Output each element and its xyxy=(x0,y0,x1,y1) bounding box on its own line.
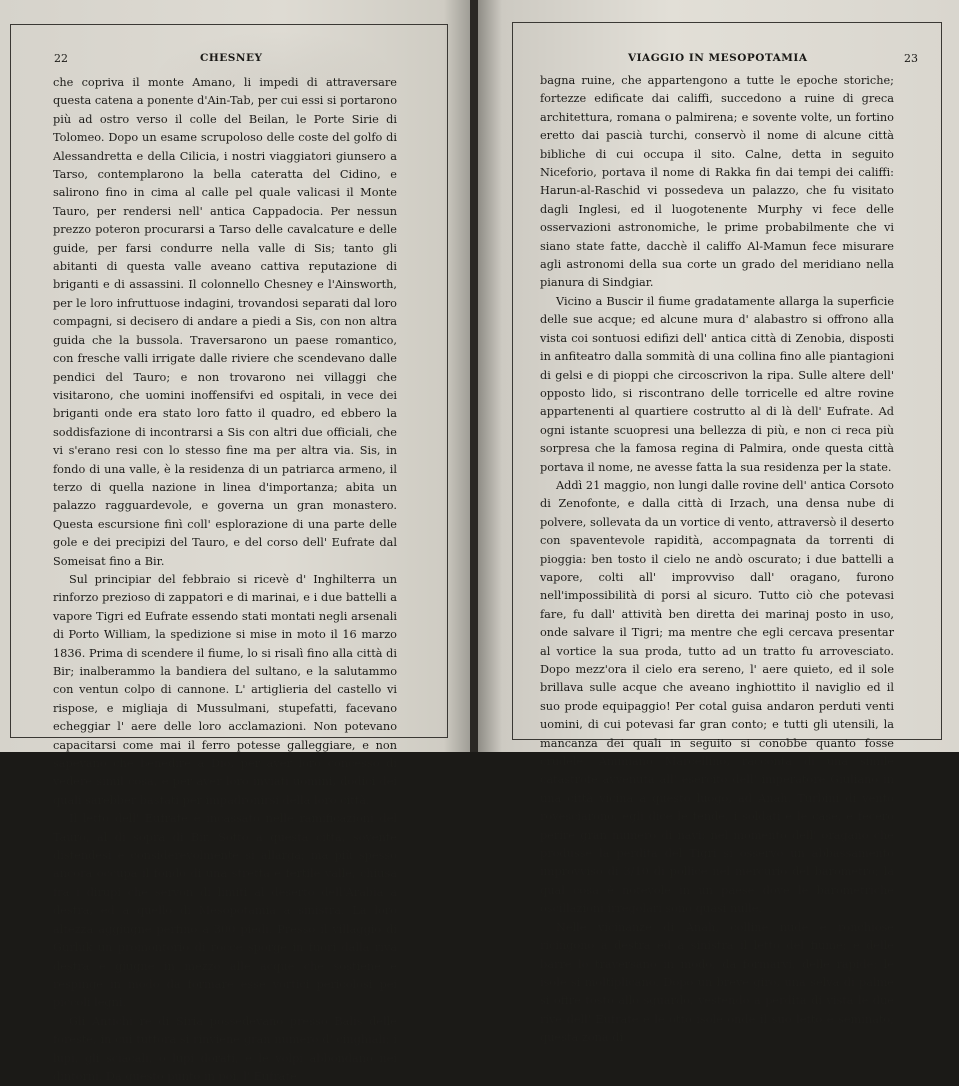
left-page-body xyxy=(53,74,397,1086)
right-paragraph-3: Addì 21 maggio, non lungi dalle rovine dell' antica Corsoto di Zenofonte, e dalla città di Irzach, una densa nube di polvere, sollevata da un vortice di vento, attraversò il deserto con spaventevole rapidità, accompagnata da torrenti di pioggia: ben tosto il cielo ne andò oscurato; i due battelli a vapore, colti all' improvviso dall' oragano, furono nell'impossibilità di porsi al sicuro. Tutto ciò che potevasi fare, fu dall' attività ben diretta dei marinaj posto in uso, onde salvare il Tigri; ma mentre che egli cercava presentar al vortice la sua proda, tutto ad un tratto fu arrovesciato. Dopo mezz'ora il cielo era sereno, l' aere quieto, ed il sole brillava sulle acque che aveano inghiottito il naviglio ed il suo prode equipaggio! Per cotal guisa andaron perduti venti uomini, di cui potevasi far gran conto; e tutti gli utensili, la mancanza dei quali in seguito si conobbe quanto fosse crudele. Ammiano Marcellino, racconta di una simile catastrofe avvenuta all' esercito dell' imperatore Giuliano in una città vicina a questo luogo, ad Anah. Turbini di vento rovesciarono, egli dice le tende, i soldati e le case, e fecero perire gran numero di navi: nel momento dell' oragano che produsse la perdita del Tigri si osservò un abbassamento improvviso di 3/10 di pollice nel mercurio del barometro; la qual cosa è notevole in un paese dove le barometriche oscillazioni irregolari sono quasi nulle. xyxy=(540,478,894,916)
right-paragraph-4: Nelle vicinanze di Anah, colline nude e ronchiose ricingono a destra ed a sinistra il letto del fiume; e delle barre lo traversano in modo, da formarvi, delle rapide; le isole si moltiplicano. Dopo un breve giro, una selva di palme si offre tosto allo sguardo, vestendo a perdita di vista le due rive dell' Eufrate e le otto isole onde il suo letto è seminato; questa zona di xyxy=(540,920,894,1045)
right-running-head: VIAGGIO IN MESOPOTAMIA xyxy=(628,52,808,64)
left-running-head: CHESNEY xyxy=(200,52,263,64)
right-paragraph-1: bagna ruine, che appartengono a tutte le epoche storiche; fortezze edificate dai califfi, succedono a ruine di greca architettura, romana o palmirena; e sovente volte, un fortino eretto dai pascià turchi, conservò il nome di alcune città bibliche di cui occupa il sito. Calne, detta in seguito Niceforio, portava il nome di Rakka fin dai tempi dei califfi: Harun-al-Raschid vi possedeva un palazzo, che fu visitato dagli Inglesi, ed il luogotenente Murphy vi fece delle osservazioni astronomiche, le prime probabilmente che vi siano state fatte, dacchè il califfo Al-Mamun fece misurare agli astronomi della sua corte un grado del meridiano nella pianura di Sindgiar. xyxy=(540,74,894,290)
right-paragraph-2: Vicino a Buscir il fiume gradatamente allarga la superficie delle sue acque; ed alcune mura d' alabastro si offrono alla vista coi sontuosi edifizi dell' antica città di Zenobia, disposti in anfiteatro dalla sommità di una collina fino alle piantagioni di gelsi e di pioppi che circoscrivon la ripa. Sulle altere dell' opposto lido, si riscontrano delle torricelle ed altre rovine appartenenti al quartiere costrutto al di là dell' Eufrate. Ad ogni istante scuopresi una bellezza di più, e non ci reca più sorpresa che la famosa regina di Palmira, onde questa città portava il nome, ne avesse fatta la sua residenza per la state. xyxy=(540,294,894,474)
right-page-body xyxy=(540,72,894,1048)
left-paragraph-3: Il letto dell' Eufrate è incassato nelle ramificazioni del Tauro, al di sopra di Bir. Sotto a questa città, sovente distendesi e considerevolmente si allarga; ma più spesso ancora occupa il fondo di una stretta e fertile valle, chiusa fra i dirupi che servon di limiti al deserto dell'Arabia a destra, ed a quello di Mesopotamia a sinistra. La loro altezza aggiugne perfino a 300 piedi. Presso il villaggio di Gurluk un promontorio di rocce sporge in fuori dalla riva destra e giugne in mezzo alle acque che sostiene e respinge in modo da formare esse vortici pericolosi pei piccoli legni. xyxy=(53,812,397,1010)
left-paragraph-4: Gli Antichi re di Siria possedevano presso Balis delle foreste, in cui tuttora si rinviene gran numero d' cinghiali; i lupi, gli sciacali, o lupi dorati, e le volpi abbondano nei dintorni. Da questo punto in poi, l' Eufrate xyxy=(53,1014,397,1083)
right-page xyxy=(478,0,959,1045)
left-page xyxy=(0,0,472,1083)
left-page-number: 22 xyxy=(54,52,68,65)
left-paragraph-2: Sul principiar del febbraio si ricevè d' Inghilterra un rinforzo prezioso di zappatori e di marinai, e i due battelli a vapore Tigri ed Eufrate essendo stati montati negli arsenali di Porto William, la spedizione si mise in moto il 16 marzo 1836. Prima di scendere il fiume, lo si risalì fino alla città di Bir; inalberammo la bandiera del sultano, e la salutammo con ventun colpo di cannone. L' artiglieria del castello vi rispose, e migliaja di Mussulmani, stupefatti, facevano echeggiar l' aere delle loro acclamazioni. Non potevano capacitarsi come mai il ferro potesse galleggiare, e non sapevano che benedire a Dio, per aver loro concesso di vedere simil cosa, e per aver loro inviati uomini, dodici dei quali sarebber bastati per impadronirsi della loro città. xyxy=(53,572,397,807)
left-paragraph-1: che copriva il monte Amano, li impedi di attraversare questa catena a ponente d'Ain-Tab, per cui essi si portarono più ad ostro verso il colle del Beilan, le Porte Sirie di Tolomeo. Dopo un esame scrupoloso delle coste del golfo di Alessandretta e della Cilicia, i nostri viaggiatori giunsero a Tarso, contemplarono la bella cateratta del Cidino, e salirono fino in cima al calle pel quale valicasi il Monte Tauro, per rendersi nell' antica Cappadocia. Per nessun prezzo poteron procurarsi a Tarso delle cavalcature e delle guide, per farsi condurre nella valle di Sis; tanto gli abitanti di questa valle aveano cattiva reputazione di briganti e di assassini. Il colonnello Chesney e l'Ainsworth, per le loro infruttuose indagini, trovandosi separati dal loro compagni, si decisero di andare a piedi a Sis, con non altra guida che la bussola. Traversarono un paese romantico, con fresche valli irrigate dalle riviere che scendevano dalle pendici del Tauro; e non trovarono nei villaggi che visitarono, che uomini inoffensifvi ed ospitali, in vece dei briganti onde era stato loro fatto il quadro, ed ebbero la soddisfazione di incontrarsi a Sis con altri due officiali, che vi s'erano resi con lo stesso fine ma per altra via. Sis, in fondo di una valle, è la residenza di un patriarca armeno, il terzo di quella nazione in linea d'importanza; abita un palazzo ragguardevole, e governa un gran monastero. Questa escursione finì coll' esplorazione di una parte delle gole e dei precipizi del Tauro, e del corso dell' Eufrate dal Someisat fino a Bir. xyxy=(53,76,397,568)
right-page-number: 23 xyxy=(904,52,918,65)
